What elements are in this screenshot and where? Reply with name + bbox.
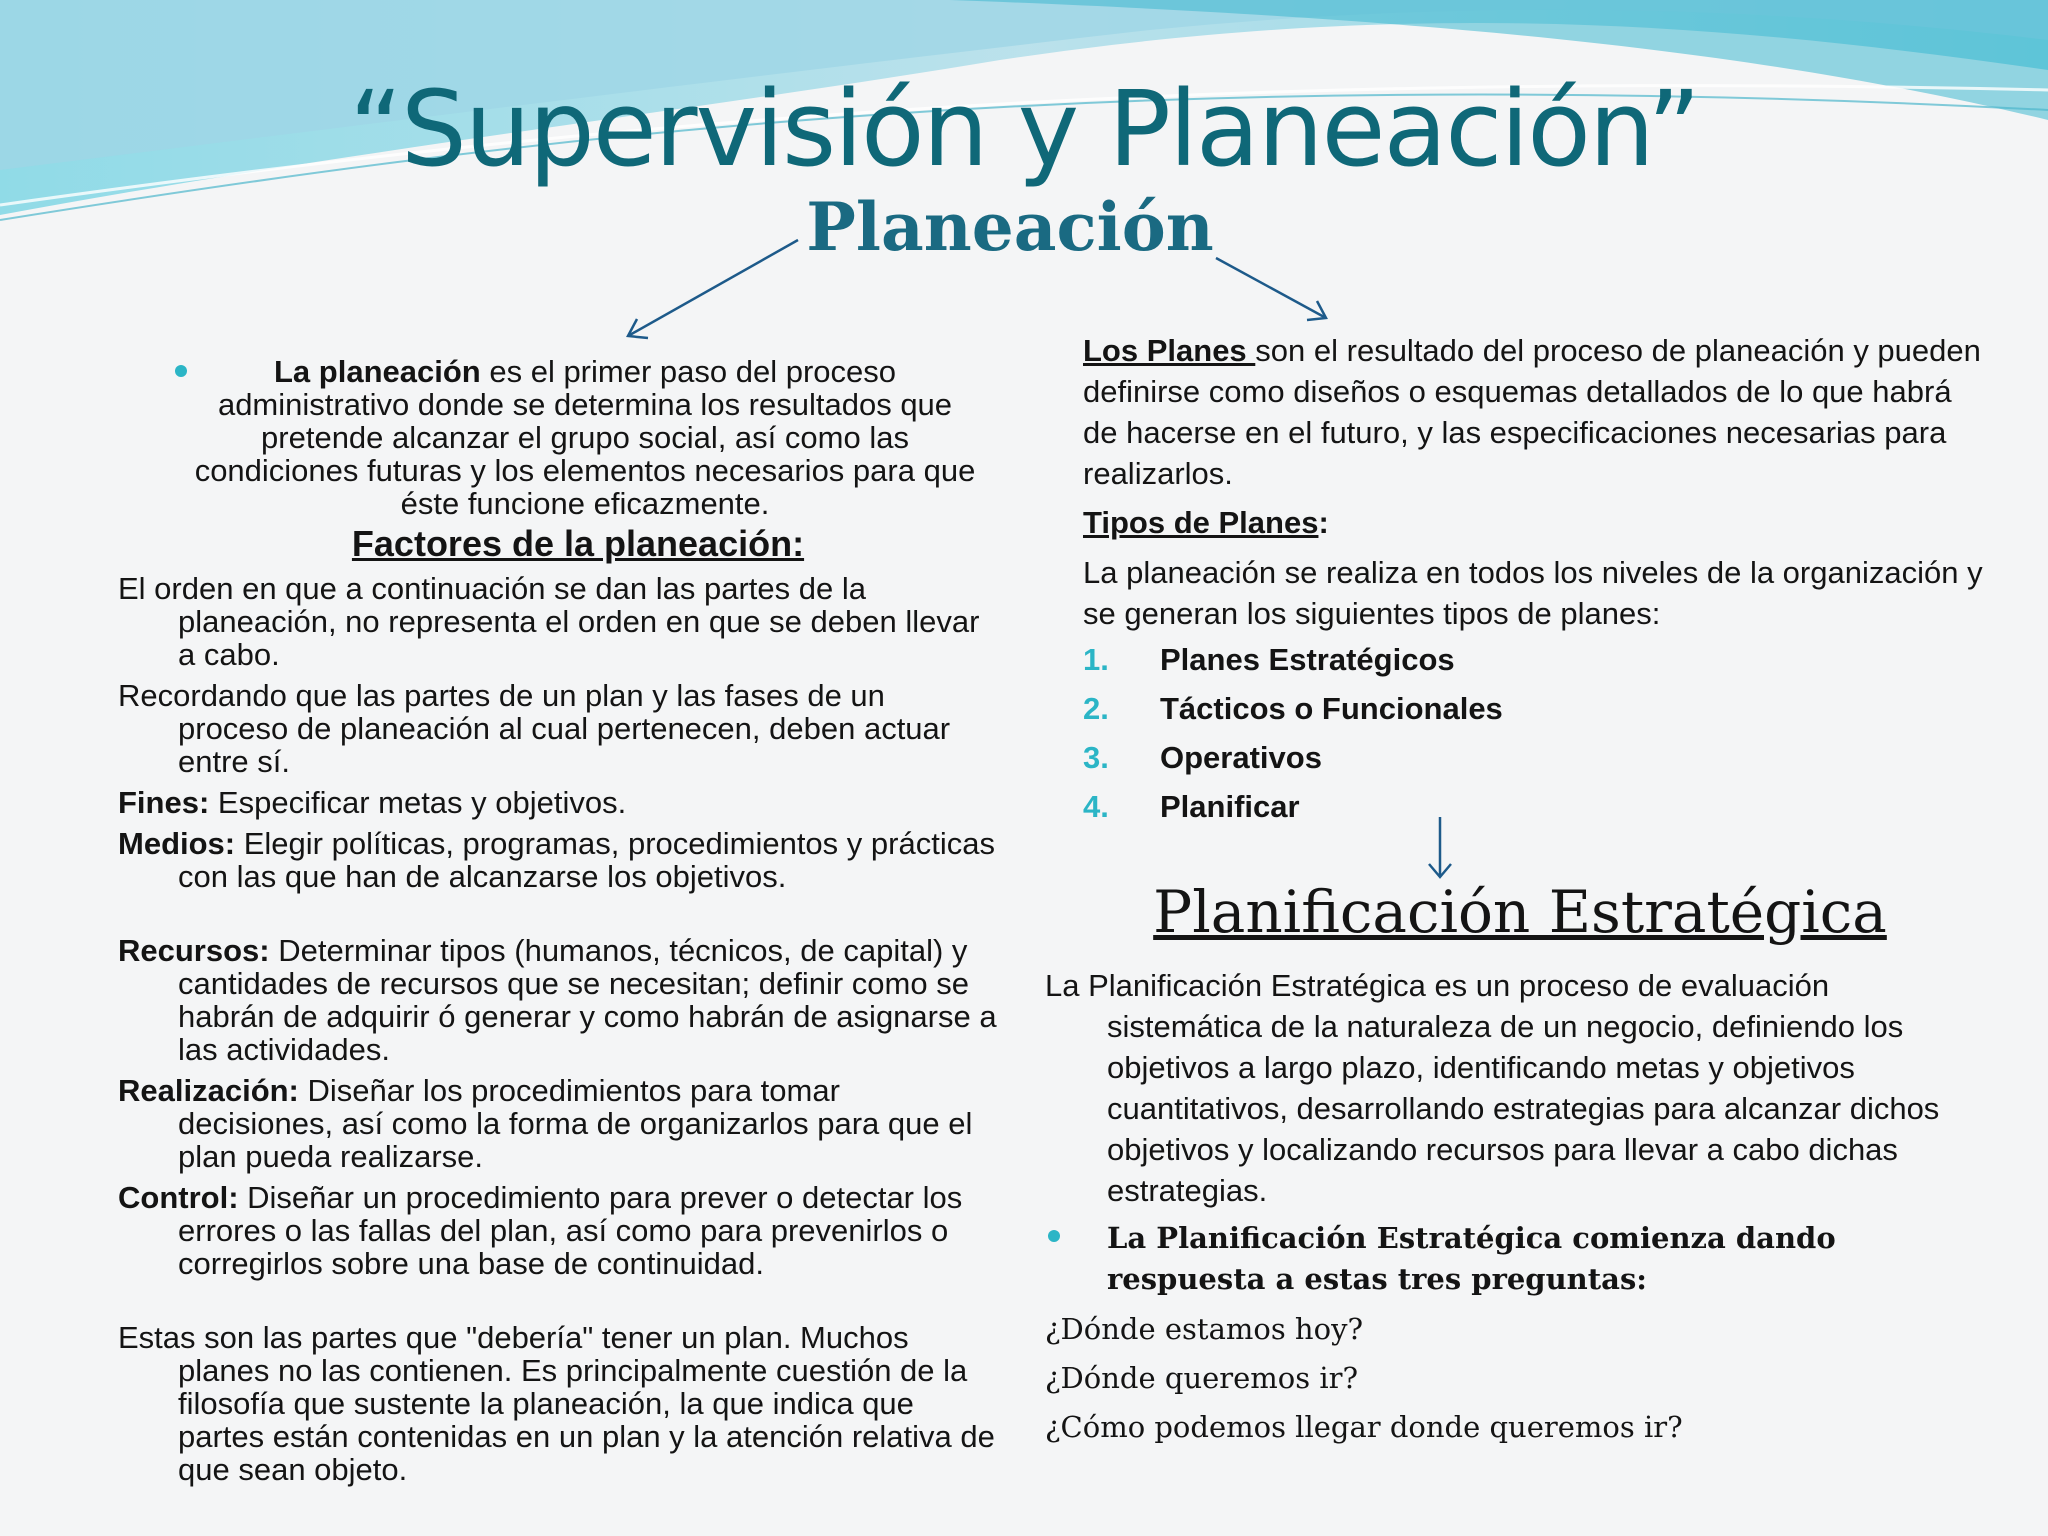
recursos-text: Determinar tipos (humanos, técnicos, de capital) y cantidades de recursos que se necesitan; definir como se habrán de adquirir ó generar y como habrán de asignarse a las actividades. (178, 933, 997, 1067)
recursos-label: Recursos: (118, 933, 270, 968)
orden-paragraph: El orden en que a continuación se dan las partes de la planeación, no representa el orden en que se deben llevar a cabo. (118, 571, 980, 672)
tipos-label: Tipos de Planes (1083, 505, 1319, 540)
medios-text: Elegir políticas, programas, procedimientos y prácticas con las que han de alcanzarse los objetivos. (178, 826, 995, 894)
fines-label: Fines: (118, 785, 210, 820)
fines-text: Especificar metas y objetivos. (209, 785, 627, 820)
list-label: Planificar (1160, 789, 1300, 824)
bullet-icon (175, 365, 187, 377)
realizacion-text: Diseñar los procedimientos para tomar decisiones, así como la forma de organizarlos para que el plan pueda realizarse. (178, 1073, 973, 1174)
tipos-heading (1083, 502, 1983, 543)
medios-label: Medios: (118, 826, 236, 861)
question-item: ¿Cómo podemos llegar donde queremos ir? (1045, 1410, 1683, 1444)
planes-text: son el resultado del proceso de planeación y pueden definirse como diseños o esquemas detallados de lo que habrá de hacerse en el futuro, y las especificaciones necesarias para realizarlos. (1083, 333, 1981, 491)
list-label: Tácticos o Funcionales (1160, 691, 1503, 726)
list-number: 3. (1083, 740, 1109, 775)
list-number: 4. (1083, 789, 1109, 824)
list-item (1083, 789, 1300, 829)
medios-paragraph (118, 827, 998, 893)
tipos-paragraph: La planeación se realiza en todos los niveles de la organización y se generan los siguientes tipos de planes: (1083, 555, 1983, 631)
list-item (1083, 691, 1503, 731)
page-title: “Supervisión y Planeación” (348, 68, 1700, 190)
closing-paragraph: Estas son las partes que "debería" tener un plan. Muchos planes no las contienen. Es principalmente cuestión de la filosofía que sustente la planeación, la que indica que partes están contenidas en un plan y la atención relativa de que sean objeto. (118, 1320, 995, 1487)
intro-bold: La planeación (274, 354, 481, 389)
factores-heading: Factores de la planeación: (351, 523, 805, 564)
preguntas-intro: La Planificación Estratégica comienza dando respuesta a estas tres preguntas: (1107, 1221, 1836, 1296)
question-item: ¿Dónde estamos hoy? (1045, 1312, 1363, 1346)
planificacion-heading: Planificación Estratégica (1153, 878, 1887, 946)
tipos-colon: : (1318, 505, 1329, 540)
realizacion-paragraph (118, 1074, 998, 1173)
control-paragraph (118, 1181, 998, 1280)
list-item (1083, 642, 1455, 682)
planes-label: Los Planes (1083, 333, 1256, 368)
list-number: 1. (1083, 642, 1109, 677)
control-label: Control: (118, 1180, 239, 1215)
planes-paragraph (1083, 330, 1983, 494)
planificacion-paragraph: La Planificación Estratégica es un proceso de evaluación sistemática de la naturaleza de un negocio, definiendo los objetivos a largo plazo, identificando metas y objetivos cuantitativos, desarrollando estrategias para alcanzar dichos objetivos y localizando recursos para llevar a cabo dichas estrategias. (1045, 968, 1940, 1208)
fines-paragraph (118, 786, 998, 819)
subtitle: Planeación (806, 188, 1214, 266)
recursos-paragraph (118, 934, 998, 1066)
list-number: 2. (1083, 691, 1109, 726)
intro-text: es el primer paso del proceso administrativo donde se determina los resultados que pretende alcanzar el grupo social, así como las condiciones futuras y los elementos necesarios para que éste funcione eficazmente. (194, 354, 976, 521)
bullet-icon (1048, 1230, 1060, 1242)
list-label: Operativos (1160, 740, 1322, 775)
list-label: Planes Estratégicos (1160, 642, 1455, 677)
realizacion-label: Realización: (118, 1073, 299, 1108)
question-item: ¿Dónde queremos ir? (1045, 1361, 1359, 1395)
recordando-paragraph: Recordando que las partes de un plan y las fases de un proceso de planeación al cual pertenecen, deben actuar entre sí. (118, 678, 951, 779)
list-item (1083, 740, 1322, 780)
intro-paragraph (175, 355, 995, 520)
control-text: Diseñar un procedimiento para prever o detectar los errores o las fallas del plan, así como para prevenirlos o corregirlos sobre una base de continuidad. (178, 1180, 963, 1281)
